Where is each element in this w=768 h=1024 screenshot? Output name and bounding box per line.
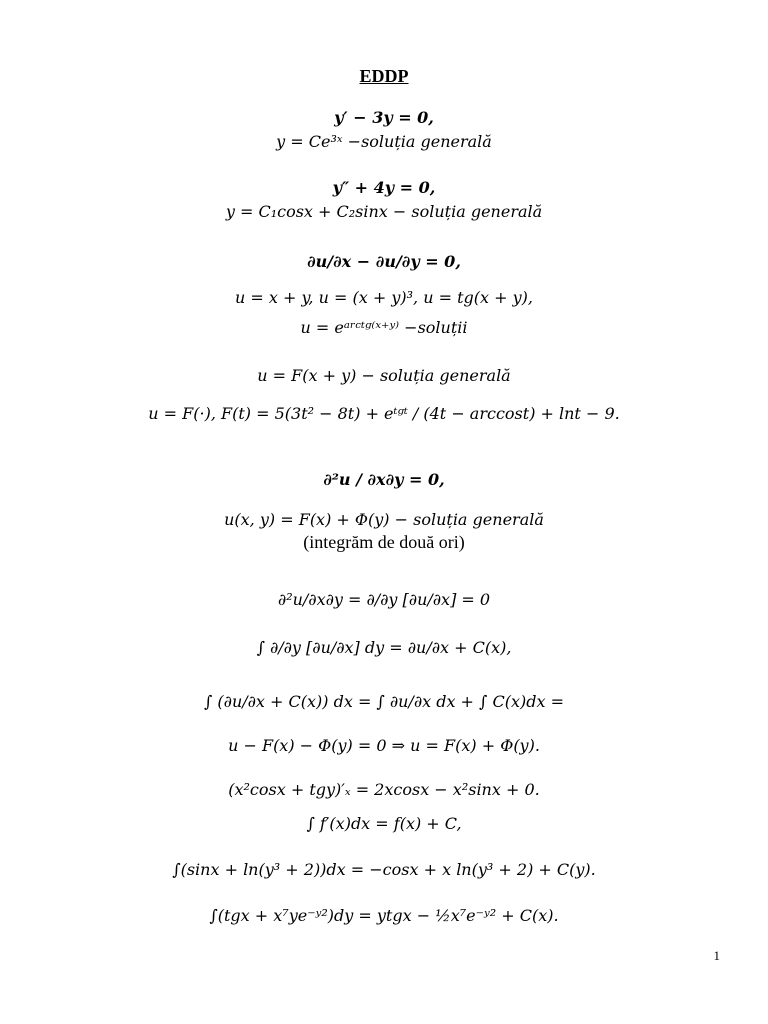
solution-2: y = C₁cosx + C₂sinx − soluția generală bbox=[225, 202, 543, 221]
solutions-list-2: u = eᵃʳᶜᵗᵍ⁽ˣ⁺ʸ⁾ −soluții bbox=[300, 318, 468, 337]
derivation-4: u − F(x) − Φ(y) = 0 ⇒ u = F(x) + Φ(y). bbox=[228, 736, 540, 755]
equation-3: ∂u/∂x − ∂u/∂y = 0, bbox=[307, 252, 461, 271]
partial-derivative-example: (x²cosx + tgy)′ₓ = 2xcosx − x²sinx + 0. bbox=[228, 780, 540, 799]
derivation-1: ∂²u/∂x∂y = ∂/∂y [∂u/∂x] = 0 bbox=[277, 590, 491, 609]
integral-rule: ∫ f′(x)dx = f(x) + C, bbox=[306, 814, 462, 833]
equation-2: y″ + 4y = 0, bbox=[332, 178, 436, 197]
example-solution: u = F(·), F(t) = 5(3t² − 8t) + eᵗᵍᵗ / (4t − arccost) + lnt − 9. bbox=[148, 404, 620, 423]
derivation-3: ∫ (∂u/∂x + C(x)) dx = ∫ ∂u/∂x dx + ∫ C(x)dx = bbox=[204, 692, 564, 711]
page-title: EDDP bbox=[359, 66, 409, 86]
general-solution-3: u = F(x + y) − soluția generală bbox=[257, 366, 511, 385]
integration-note: (integrăm de două ori) bbox=[303, 532, 465, 552]
equation-1: y′ − 3y = 0, bbox=[334, 108, 434, 127]
equation-4: ∂²u / ∂x∂y = 0, bbox=[323, 470, 445, 489]
derivation-2: ∫ ∂/∂y [∂u/∂x] dy = ∂u/∂x + C(x), bbox=[256, 638, 512, 657]
solution-1: y = Ce³ˣ −soluția generală bbox=[276, 132, 492, 151]
page-number: 1 bbox=[713, 948, 720, 963]
integral-example-2: ∫(tgx + x⁷ye⁻ʸ²)dy = ytgx − ½x⁷e⁻ʸ² + C(x). bbox=[209, 906, 559, 925]
solutions-list: u = x + y, u = (x + y)³, u = tg(x + y), bbox=[235, 288, 533, 307]
general-solution-4: u(x, y) = F(x) + Φ(y) − soluția generală bbox=[224, 510, 544, 529]
integral-example-1: ∫(sinx + ln(y³ + 2))dx = −cosx + x ln(y³ + 2) + C(y). bbox=[172, 860, 596, 879]
